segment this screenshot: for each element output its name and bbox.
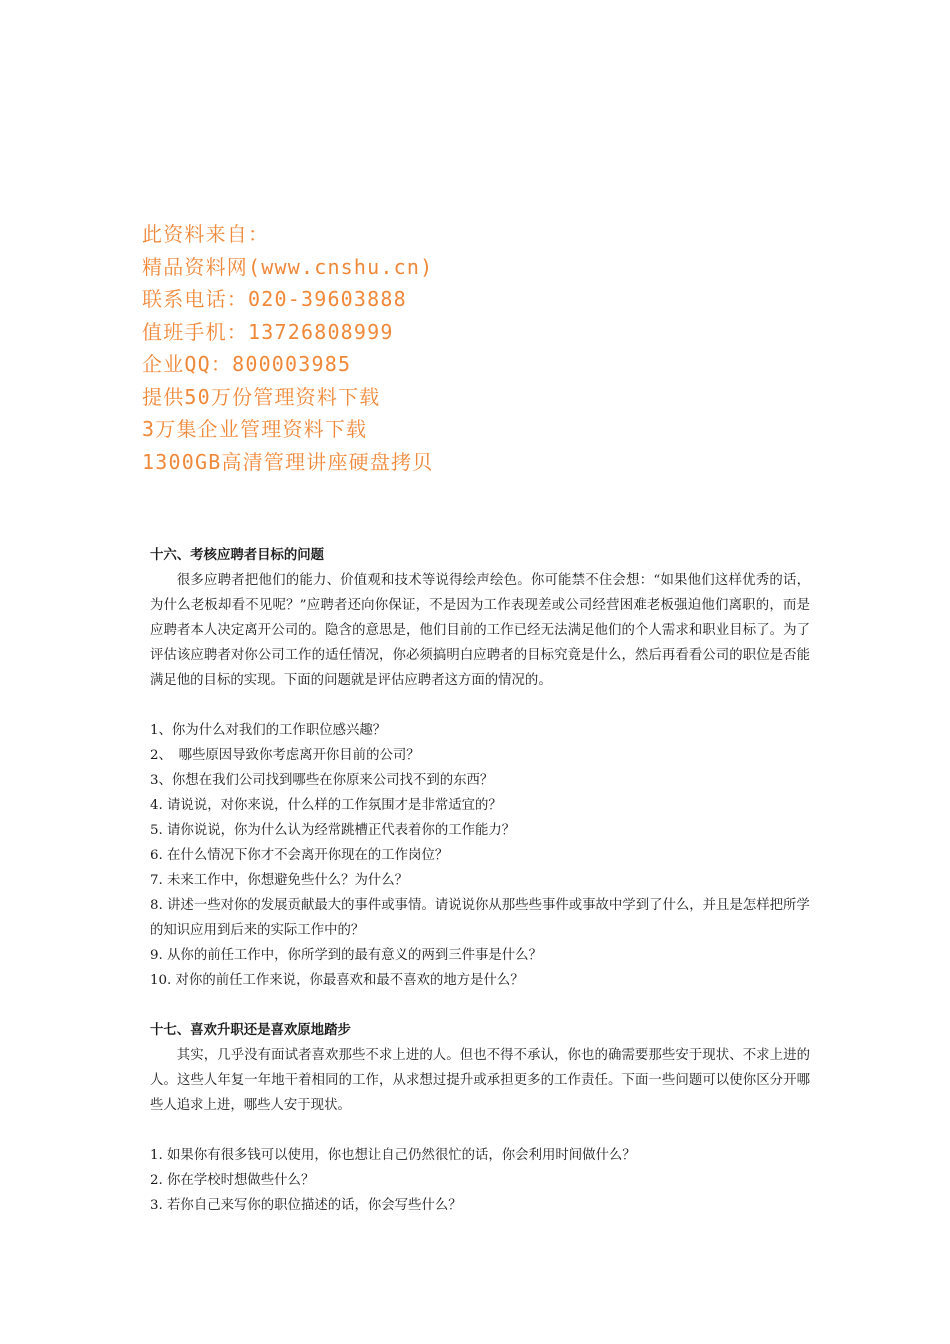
question-item: 1、你为什么对我们的工作职位感兴趣？ (150, 723, 387, 738)
article-body (150, 543, 810, 1218)
spacer (150, 993, 810, 1018)
promo-line-source: 此资料来自： (142, 222, 270, 246)
question-item: 7. 未来工作中，你想避免些什么？为什么？ (150, 873, 409, 888)
question-item: 6. 在什么情况下你才不会离开你现在的工作岗位？ (150, 848, 449, 863)
question-item: 10. 对你的前任工作来说，你最喜欢和最不喜欢的地方是什么？ (150, 973, 524, 988)
promo-line-phone: 联系电话：020-39603888 (142, 287, 407, 311)
question-item: 2、 哪些原因导致你考虑离开你目前的公司？ (150, 748, 420, 763)
question-item: 9. 从你的前任工作中，你所学到的最有意义的两到三件事是什么？ (150, 948, 542, 963)
question-item: 5. 请你说说，你为什么认为经常跳槽正代表着你的工作能力？ (150, 823, 516, 838)
question-item: 1. 如果你有很多钱可以使用，你也想让自己仍然很忙的话，你会利用时间做什么？ (150, 1148, 636, 1163)
promo-block (142, 218, 662, 478)
section-17-question-list (150, 1143, 810, 1218)
question-item: 4. 请说说，对你来说，什么样的工作氛围才是非常适宜的？ (150, 798, 502, 813)
promo-line-mobile: 值班手机：13726808999 (142, 319, 394, 344)
section-16-question-list (150, 718, 810, 993)
question-item: 8. 讲述一些对你的发展贡献最大的事件或事情。请说说你从那些些事件或事故中学到了什么，并且是怎样把所学的知识应用到后来的实际工作中的？ (150, 898, 810, 938)
question-item: 2. 你在学校时想做些什么？ (150, 1173, 315, 1188)
promo-line-offer-1: 提供50万份管理资料下载 (142, 384, 381, 409)
promo-line-offer-2: 3万集企业管理资料下载 (142, 417, 368, 441)
section-16-paragraph: 很多应聘者把他们的能力、价值观和技术等说得绘声绘色。你可能禁不住会想：“如果他们这样优秀的话，为什么老板却看不见呢？”应聘者还向你保证，不是因为工作表现差或公司经营困难老板强迫他们离职的，而是应聘者本人决定离开公司的。隐含的意思是，他们目前的工作已经无法满足他们的个人需求和职业目标了。为了评估该应聘者对你公司工作的适任情况，你必须搞明白应聘者的目标究竟是什么，然后再看看公司的职位是否能满足他的目标的实现。下面的问题就是评估应聘者这方面的情况的。 (150, 573, 810, 688)
spacer (150, 693, 810, 718)
section-17-paragraph: 其实，几乎没有面试者喜欢那些不求上进的人。但也不得不承认，你也的确需要那些安于现状、不求上进的人。这些人年复一年地干着相同的工作，从求想过提升或承担更多的工作责任。下面一些问题可以使你区分开哪些人追求上进，哪些人安于现状。 (150, 1048, 810, 1113)
promo-line-website: 精品资料网(www.cnshu.cn) (142, 254, 434, 279)
question-item: 3、你想在我们公司找到哪些在你原来公司找不到的东西？ (150, 773, 494, 788)
section-16-title: 十六、考核应聘者目标的问题 (150, 547, 325, 563)
question-item: 3. 若你自己来写你的职位描述的话，你会写些什么？ (150, 1198, 462, 1213)
promo-line-qq: 企业QQ：800003985 (142, 352, 352, 376)
promo-line-offer-3: 1300GB高清管理讲座硬盘拷贝 (142, 449, 434, 474)
section-17-title: 十七、喜欢升职还是喜欢原地踏步 (150, 1022, 351, 1038)
spacer (150, 1118, 810, 1143)
